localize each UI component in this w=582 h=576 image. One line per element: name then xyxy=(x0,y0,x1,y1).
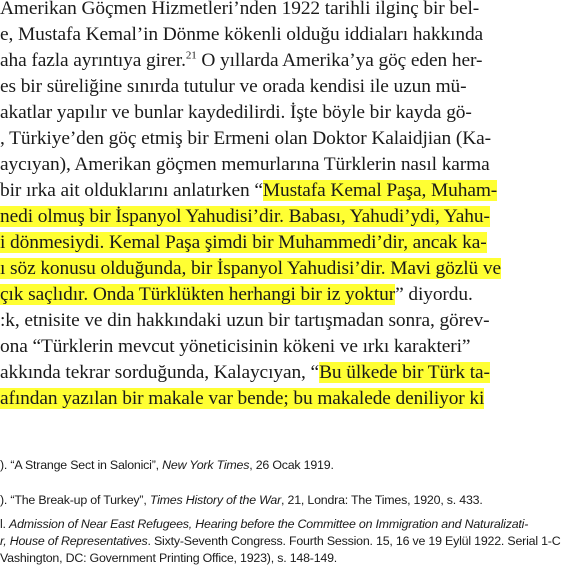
footnote-number: ). xyxy=(0,458,8,472)
body-line xyxy=(0,256,582,282)
footnote-22-line-2: r, House of Representatives. Sixty-Seventh Congress. Fourth Session. 15, 16 ve 19 Eylül 1922. Serial 1-C xyxy=(0,534,561,548)
body-line: akkında tekrar sorduğunda, Kalaycıyan, “Bu ülkede bir Türk ta- xyxy=(0,362,490,383)
body-line: çık saçlıdır. Onda Türklükten herhangi bir iz yoktur” diyordu. xyxy=(0,284,473,305)
footnote-number: l. xyxy=(0,517,6,531)
footnote-number: ). xyxy=(0,493,8,507)
highlighted-quote: i dönmesiydi. Kemal Paşa şimdi bir Muhammedi’dir, ancak ka- xyxy=(0,232,487,253)
body-line: aha fazla ayrıntıya girer.$^{21}$ O yıllarda Amerika’ya göç eden her- xyxy=(0,49,483,71)
body-line xyxy=(0,230,582,256)
highlighted-quote: Bu ülkede bir Türk ta- xyxy=(319,362,490,383)
highlighted-quote: nedi olmuş bir İspanyol Yahudisi’dir. Babası, Yahudi’ydi, Yahu- xyxy=(0,206,490,227)
highlighted-quote: Mustafa Kemal Paşa, Muham- xyxy=(262,180,498,201)
footnote-source-title: Times History of the War xyxy=(149,493,282,507)
footnote-21: ). “The Break-up of Turkey”, Times History of the War, 21, Londra: The Times, 1920, s. 433. xyxy=(0,493,483,507)
footnote-22-line-3: Vashington, DC: Government Printing Office, 1923), s. 148-149. xyxy=(0,551,338,565)
body-line: akatlar yapılır ve bunlar kaydedilirdi. İşte böyle bir kayda gö- xyxy=(0,102,472,123)
highlighted-quote: ı söz konusu olduğunda, bir İspanyol Yahudisi’dir. Mavi gözlü ve xyxy=(0,258,501,279)
footnote-22-line-1: l. Admission of Near East Refugees, Hearing before the Committee on Immigration and Naturalizati- xyxy=(0,517,529,531)
body-line: :k, etnisite ve din hakkındaki uzun bir tartışmadan sonra, görev- xyxy=(0,310,490,331)
body-line: e, Mustafa Kemal’in Dönme kökenli olduğu iddiaları hakkında xyxy=(0,24,484,45)
body-line: Amerikan Göçmen Hizmetleri’nden 1922 tarihli ilginç bir bel- xyxy=(0,0,480,19)
footnote-ref: 21 xyxy=(185,49,197,62)
body-line: ona “Türklerin mevcut yöneticisinin kökeni ve ırkı karakteri” xyxy=(0,336,471,357)
body-line xyxy=(0,204,582,230)
body-line: bir ırka ait olduklarını anlatırken “Mustafa Kemal Paşa, Muham- xyxy=(0,180,498,201)
body-line: aycıyan), Amerikan göçmen memurlarına Türklerin nasıl karma xyxy=(0,154,490,175)
highlighted-quote: afından yazılan bir makale var bende; bu makalede deniliyor ki xyxy=(0,388,485,409)
footnote-20: ). “A Strange Sect in Salonici”, New York Times, 26 Ocak 1919. xyxy=(0,458,334,472)
body-line xyxy=(0,386,582,412)
footnote-source-title: New York Times xyxy=(162,458,250,472)
highlighted-quote: çık saçlıdır. Onda Türklükten herhangi bir iz yoktur xyxy=(0,284,396,305)
body-line: es bir süreliğine sınırda tutulur ve orada kendisi ile uzun mü- xyxy=(0,76,467,97)
body-line: , Türkiye’den göç etmiş bir Ermeni olan Doktor Kalaidjian (Ka- xyxy=(0,128,491,149)
